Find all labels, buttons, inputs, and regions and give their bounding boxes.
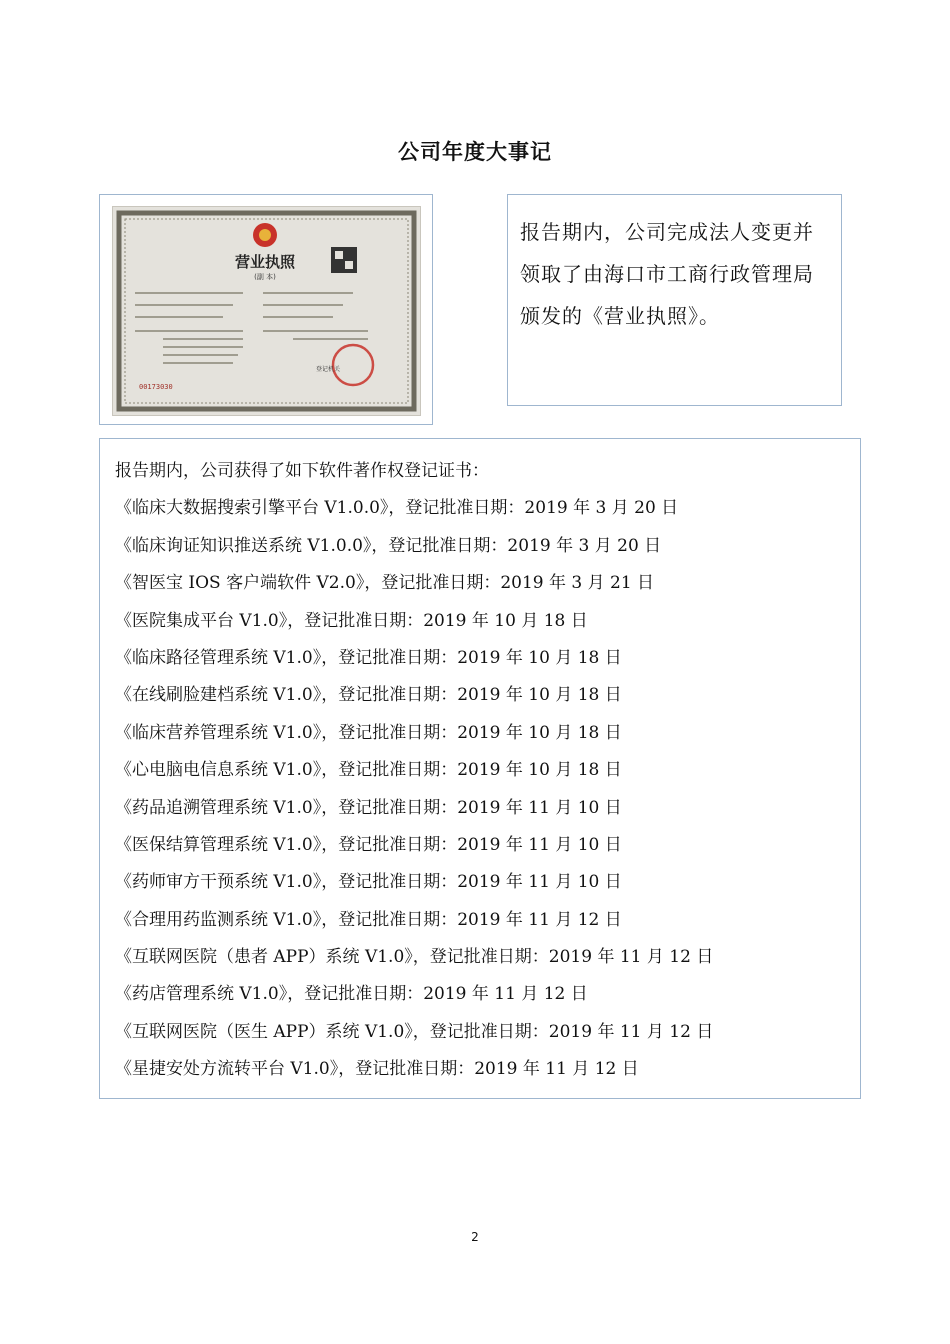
official-seal-icon xyxy=(333,345,373,385)
license-heading: 营业执照 xyxy=(234,253,296,271)
list-item: 《智医宝 IOS 客户端软件 V2.0》，登记批准日期：2019 年 3 月 21 日 xyxy=(115,573,655,594)
list-item: 《药品追溯管理系统 V1.0》，登记批准日期：2019 年 11 月 10 日 xyxy=(115,797,622,818)
certificate-intro: 报告期内，公司获得了如下软件著作权登记证书： xyxy=(115,461,489,481)
list-item: 《临床询证知识推送系统 V1.0.0》，登记批准日期：2019 年 3 月 20 日 xyxy=(115,535,662,556)
list-item: 《心电脑电信息系统 V1.0》，登记批准日期：2019 年 10 月 18 日 xyxy=(115,760,622,781)
license-stamp-caption: 登记机关 xyxy=(315,366,341,373)
business-license-image xyxy=(112,206,421,416)
list-item: 《合理用药监测系统 V1.0》，登记批准日期：2019 年 11 月 12 日 xyxy=(115,909,622,930)
list-item: 《在线刷脸建档系统 V1.0》，登记批准日期：2019 年 10 月 18 日 xyxy=(115,685,622,706)
license-image-frame xyxy=(99,194,433,425)
list-item: 《医院集成平台 V1.0》，登记批准日期：2019 年 10 月 18 日 xyxy=(115,610,588,631)
list-item: 《互联网医院（医生 APP）系统 V1.0》，登记批准日期：2019 年 11 月 12 日 xyxy=(115,1021,714,1042)
list-item: 《临床路径管理系统 V1.0》，登记批准日期：2019 年 10 月 18 日 xyxy=(115,647,622,668)
list-item: 《临床大数据搜索引擎平台 V1.0.0》，登记批准日期：2019 年 3 月 20 日 xyxy=(115,498,679,519)
list-item: 《药师审方干预系统 V1.0》，登记批准日期：2019 年 11 月 10 日 xyxy=(115,872,622,893)
summary-text: 报告期内，公司完成法人变更并领取了由海口市工商行政管理局颁发的《营业执照》。 xyxy=(520,220,814,328)
list-item: 《药店管理系统 V1.0》，登记批准日期：2019 年 11 月 12 日 xyxy=(115,984,588,1005)
qr-code-icon xyxy=(331,247,357,273)
list-item: 《互联网医院（患者 APP）系统 V1.0》，登记批准日期：2019 年 11 月 12 日 xyxy=(115,947,714,968)
certificate-list-box xyxy=(99,438,861,1099)
license-subheading: (副 本) xyxy=(254,273,276,281)
license-serial: 00173030 xyxy=(139,383,173,391)
list-item: 《临床营养管理系统 V1.0》，登记批准日期：2019 年 10 月 18 日 xyxy=(115,722,622,743)
page-title: 公司年度大事记 xyxy=(398,140,552,164)
list-item: 《星捷安处方流转平台 V1.0》，登记批准日期：2019 年 11 月 12 日 xyxy=(115,1059,639,1080)
page-number: 2 xyxy=(471,1230,479,1244)
summary-box xyxy=(507,194,842,406)
list-item: 《医保结算管理系统 V1.0》，登记批准日期：2019 年 11 月 10 日 xyxy=(115,834,622,855)
